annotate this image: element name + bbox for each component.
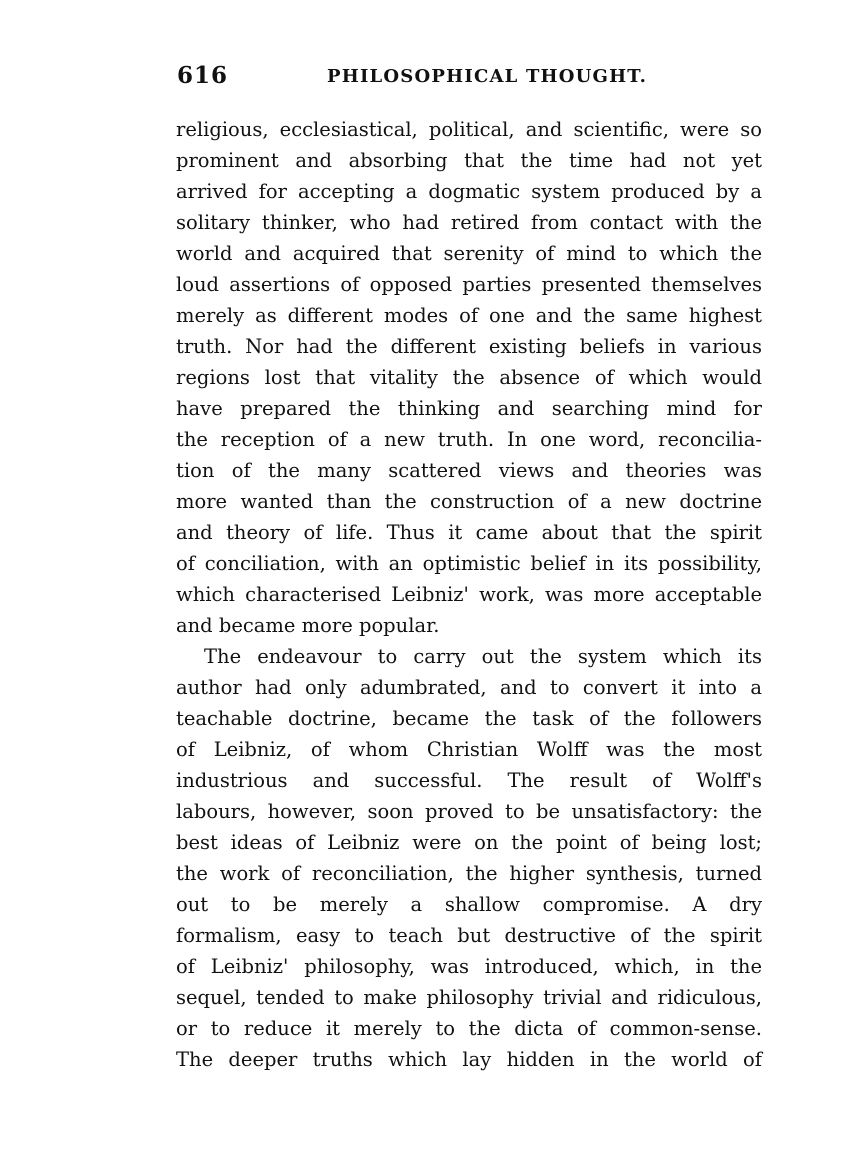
- text-line: or to reduce it merely to the dicta of common-sense.: [176, 1017, 762, 1040]
- paragraph-1: [176, 114, 762, 641]
- text-line: teachable doctrine, became the task of the followers: [176, 707, 762, 730]
- text-line: tion of the many scattered views and theories was: [176, 459, 762, 482]
- text-line: and theory of life. Thus it came about that the spirit: [176, 521, 762, 544]
- body-text: [176, 114, 762, 1075]
- text-line: best ideas of Leibniz were on the point of being lost;: [176, 831, 762, 854]
- text-line: more wanted than the construction of a new doctrine: [176, 490, 762, 513]
- text-line: prominent and absorbing that the time had not yet: [176, 149, 762, 172]
- text-line: the reception of a new truth. In one word, reconcilia-: [176, 428, 762, 451]
- text-line: author had only adumbrated, and to convert it into a: [176, 676, 762, 699]
- text-line: labours, however, soon proved to be unsatisfactory: the: [176, 800, 762, 823]
- text-line: merely as different modes of one and the same highest: [176, 304, 762, 327]
- text-line: loud assertions of opposed parties presented themselves: [176, 273, 762, 296]
- text-line: truth. Nor had the different existing beliefs in various: [176, 335, 762, 358]
- paragraph-2: [176, 641, 762, 1075]
- text-line: which characterised Leibniz' work, was more acceptable: [176, 583, 762, 606]
- running-head: [175, 62, 765, 90]
- text-line: of Leibniz' philosophy, was introduced, which, in the: [176, 955, 762, 978]
- running-title: PHILOSOPHICAL THOUGHT.: [327, 66, 648, 87]
- text-line: of Leibniz, of whom Christian Wolff was the most: [176, 738, 762, 761]
- text-line: religious, ecclesiastical, political, and scientific, were so: [176, 118, 762, 141]
- text-line: industrious and successful. The result of Wolff's: [176, 769, 762, 792]
- text-line: and became more popular.: [176, 614, 440, 637]
- text-line: have prepared the thinking and searching mind for: [176, 397, 762, 420]
- text-line: arrived for accepting a dogmatic system produced by a: [176, 180, 762, 203]
- text-line: The deeper truths which lay hidden in the world of: [176, 1048, 762, 1071]
- text-line: regions lost that vitality the absence of which would: [176, 366, 762, 389]
- text-line: the work of reconciliation, the higher synthesis, turned: [176, 862, 762, 885]
- text-line: world and acquired that serenity of mind to which the: [176, 242, 762, 265]
- page-number: 616: [177, 62, 229, 89]
- text-line: sequel, tended to make philosophy trivial and ridiculous,: [176, 986, 762, 1009]
- text-line: solitary thinker, who had retired from contact with the: [176, 211, 762, 234]
- text-line: of conciliation, with an optimistic belief in its possibility,: [176, 552, 762, 575]
- text-line: out to be merely a shallow compromise. A dry: [176, 893, 762, 916]
- text-line: The endeavour to carry out the system which its: [204, 645, 762, 668]
- text-line: formalism, easy to teach but destructive of the spirit: [176, 924, 762, 947]
